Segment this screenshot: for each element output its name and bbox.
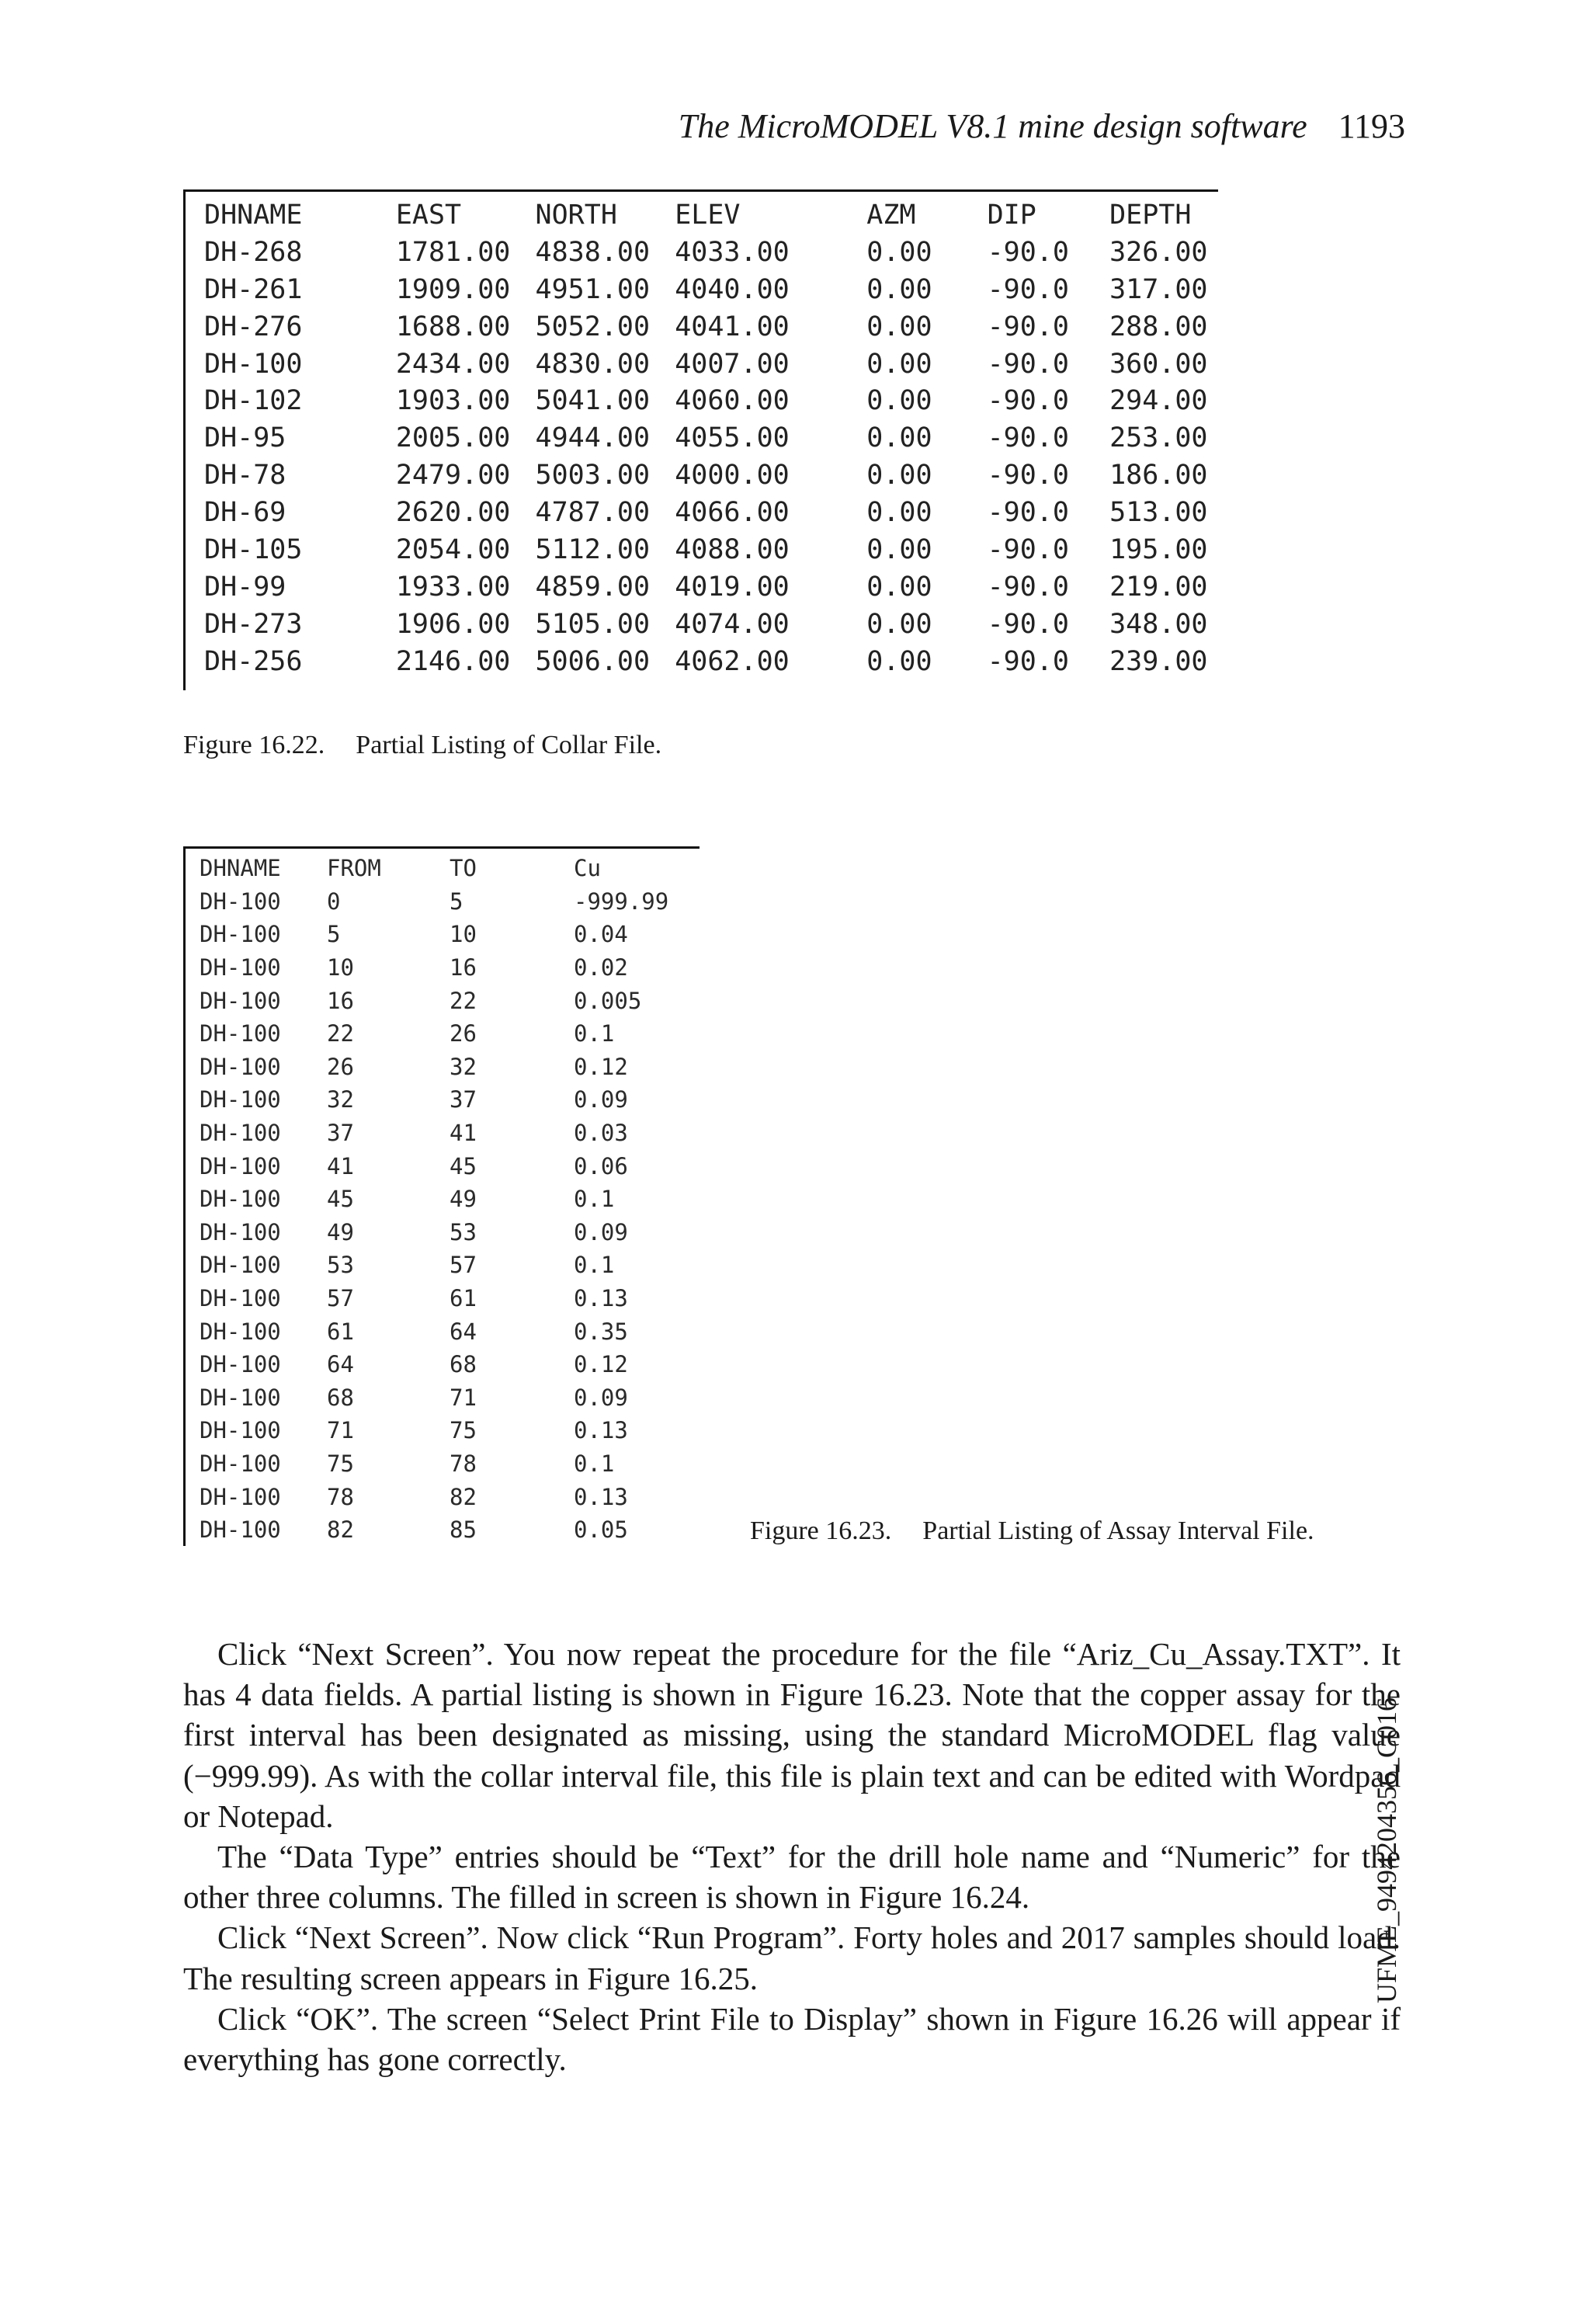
table-cell: 4060.00 <box>675 385 790 417</box>
column-header: DHNAME <box>204 199 303 231</box>
table-row <box>200 984 698 1017</box>
page-header <box>179 99 1405 154</box>
table-cell: 10 <box>327 954 354 981</box>
table-cell: 0.13 <box>574 1483 628 1510</box>
table-cell: 0.1 <box>574 1450 615 1477</box>
table-cell: 4066.00 <box>675 497 790 529</box>
table-cell: DH-100 <box>200 1450 281 1477</box>
table-cell: 0.00 <box>866 311 932 342</box>
table-cell: DH-273 <box>204 608 303 640</box>
table-header-row <box>204 196 1218 234</box>
table-row <box>204 457 1218 494</box>
table-cell: -90.0 <box>987 348 1069 380</box>
column-header: DHNAME <box>200 855 281 882</box>
table-cell: DH-100 <box>200 1252 281 1279</box>
table-cell: 1903.00 <box>395 385 511 417</box>
table-cell: 186.00 <box>1109 460 1208 492</box>
collar-table <box>204 196 1218 680</box>
table-cell: DH-100 <box>200 1483 281 1510</box>
table-cell: 1909.00 <box>395 273 511 305</box>
table-row <box>204 643 1218 680</box>
table-cell: 0.1 <box>574 1252 615 1279</box>
table-cell: DH-276 <box>204 311 303 342</box>
table-cell: 5 <box>450 888 463 915</box>
table-row <box>200 1315 698 1348</box>
body-text <box>183 1634 1401 2079</box>
table-cell: 85 <box>450 1516 477 1544</box>
table-cell: -999.99 <box>574 888 669 915</box>
table-cell: 0.1 <box>574 1186 615 1213</box>
table-cell: 0.005 <box>574 987 642 1014</box>
table-row <box>200 1051 698 1084</box>
table-cell: 0.13 <box>574 1417 628 1444</box>
table-cell: DH-100 <box>200 1318 281 1345</box>
table-cell: 0.12 <box>574 1351 628 1378</box>
table-cell: 4007.00 <box>675 348 790 380</box>
table-cell: 5 <box>327 921 341 948</box>
table-cell: DH-100 <box>200 1516 281 1544</box>
table-cell: -90.0 <box>987 608 1069 640</box>
table-cell: 61 <box>327 1318 354 1345</box>
table-cell: 4951.00 <box>535 273 651 305</box>
table-cell: 0.00 <box>866 422 932 454</box>
table-cell: 0.06 <box>574 1152 628 1179</box>
table-cell: 0.00 <box>866 273 932 305</box>
column-header: DEPTH <box>1109 199 1192 231</box>
table-cell: 53 <box>450 1218 477 1245</box>
figure-caption-text: Partial Listing of Assay Interval File. <box>922 1516 1314 1545</box>
table-cell: -90.0 <box>987 311 1069 342</box>
table-cell: -90.0 <box>987 497 1069 529</box>
table-cell: DH-100 <box>200 1053 281 1080</box>
table-cell: 57 <box>450 1252 477 1279</box>
paragraph: Click “OK”. The screen “Select Print File to Display” shown in Figure 16.26 will appear if everything has gone correctly. <box>183 2000 1401 2078</box>
table-cell: 5052.00 <box>535 311 651 342</box>
table-cell: 49 <box>327 1218 354 1245</box>
table-cell: 64 <box>450 1318 477 1345</box>
table-row <box>200 1414 698 1447</box>
table-cell: 26 <box>450 1020 477 1047</box>
table-cell: 0.00 <box>866 385 932 417</box>
table-cell: 4019.00 <box>675 571 790 603</box>
column-header: AZM <box>866 199 916 231</box>
table-row <box>204 531 1218 568</box>
table-cell: DH-100 <box>200 1417 281 1444</box>
table-cell: 78 <box>450 1450 477 1477</box>
table-cell: 1688.00 <box>395 311 511 342</box>
table-cell: 0.00 <box>866 645 932 677</box>
table-cell: 5003.00 <box>535 460 651 492</box>
running-title: The MicroMODEL V8.1 mine design software <box>678 107 1307 145</box>
table-cell: 37 <box>327 1120 354 1147</box>
table-cell: 348.00 <box>1109 608 1208 640</box>
table-cell: DH-95 <box>204 422 286 454</box>
table-row <box>204 568 1218 606</box>
paragraph: The “Data Type” entries should be “Text” for the drill hole name and “Numeric” for the other three columns. The filled in screen is shown in Figure 16.24. <box>183 1839 1401 1916</box>
table-cell: DH-100 <box>200 1020 281 1047</box>
table-cell: 195.00 <box>1109 533 1208 565</box>
table-cell: 61 <box>450 1285 477 1312</box>
table-cell: 10 <box>450 921 477 948</box>
table-cell: 22 <box>450 987 477 1014</box>
table-row <box>200 918 698 951</box>
figure-caption-text: Partial Listing of Collar File. <box>356 731 662 759</box>
table-cell: DH-69 <box>204 497 286 529</box>
table-cell: DH-100 <box>200 954 281 981</box>
table-cell: -90.0 <box>987 460 1069 492</box>
table-cell: DH-256 <box>204 645 303 677</box>
table-row <box>204 382 1218 419</box>
table-cell: 71 <box>450 1384 477 1411</box>
table-cell: 1781.00 <box>395 236 511 268</box>
table-cell: DH-100 <box>200 1285 281 1312</box>
table-cell: 0.03 <box>574 1120 628 1147</box>
table-row <box>200 1282 698 1315</box>
table-cell: DH-105 <box>204 533 303 565</box>
table-cell: DH-100 <box>200 1384 281 1411</box>
table-cell: 2479.00 <box>395 460 511 492</box>
table-cell: 5112.00 <box>535 533 651 565</box>
table-cell: 0.00 <box>866 236 932 268</box>
table-cell: 0.00 <box>866 608 932 640</box>
table-header-row <box>200 852 698 885</box>
table-cell: 317.00 <box>1109 273 1208 305</box>
table-cell: 2054.00 <box>395 533 511 565</box>
table-cell: 16 <box>450 954 477 981</box>
table-cell: DH-100 <box>200 1120 281 1147</box>
paragraph: Click “Next Screen”. You now repeat the procedure for the file “Ariz_Cu_Assay.TXT”. It has 4 data fields. A partial listing is shown in Figure 16.23. Note that the copper assay for the first interval has been designated as missing, using the standard MicroMODEL flag value (−999.99). As with the collar interval file, this file is plain text and can be edited with Wordpad or Notepad. <box>183 1636 1401 1834</box>
table-cell: DH-100 <box>200 1186 281 1213</box>
table-cell: 26 <box>327 1053 354 1080</box>
table-cell: 0.04 <box>574 921 628 948</box>
table-cell: 4074.00 <box>675 608 790 640</box>
column-header: TO <box>450 855 477 882</box>
table-cell: 78 <box>327 1483 354 1510</box>
table-cell: 4088.00 <box>675 533 790 565</box>
table-row <box>200 1381 698 1415</box>
table-cell: 294.00 <box>1109 385 1208 417</box>
table-cell: 37 <box>450 1086 477 1113</box>
table-cell: 4033.00 <box>675 236 790 268</box>
table-cell: 2434.00 <box>395 348 511 380</box>
table-cell: DH-261 <box>204 273 303 305</box>
table-cell: 5006.00 <box>535 645 651 677</box>
table-cell: 75 <box>327 1450 354 1477</box>
table-cell: 45 <box>450 1152 477 1179</box>
table-cell: DH-100 <box>200 1152 281 1179</box>
table-cell: 513.00 <box>1109 497 1208 529</box>
table-row <box>200 1183 698 1216</box>
table-cell: 0.00 <box>866 571 932 603</box>
table-cell: 5041.00 <box>535 385 651 417</box>
table-cell: DH-78 <box>204 460 286 492</box>
table-cell: DH-99 <box>204 571 286 603</box>
side-identifier-text: UFME_9494204356_C016 <box>1371 1697 1402 2003</box>
table-cell: 4859.00 <box>535 571 651 603</box>
table-cell: 41 <box>450 1120 477 1147</box>
table-cell: -90.0 <box>987 422 1069 454</box>
table-cell: DH-100 <box>200 1086 281 1113</box>
assay-interval-file-listing <box>183 846 700 1546</box>
table-cell: 360.00 <box>1109 348 1208 380</box>
figure-16-23-caption <box>750 1514 1314 1548</box>
table-row <box>204 346 1218 383</box>
table-row <box>200 1513 698 1547</box>
table-cell: 5105.00 <box>535 608 651 640</box>
table-cell: -90.0 <box>987 571 1069 603</box>
table-cell: 239.00 <box>1109 645 1208 677</box>
table-cell: 53 <box>327 1252 354 1279</box>
table-cell: 0.00 <box>866 533 932 565</box>
table-cell: -90.0 <box>987 273 1069 305</box>
table-cell: 2005.00 <box>395 422 511 454</box>
table-cell: DH-100 <box>200 921 281 948</box>
table-cell: DH-102 <box>204 385 303 417</box>
table-cell: DH-268 <box>204 236 303 268</box>
table-cell: 0.12 <box>574 1053 628 1080</box>
table-cell: 219.00 <box>1109 571 1208 603</box>
table-row <box>200 1480 698 1513</box>
table-cell: 4787.00 <box>535 497 651 529</box>
collar-file-listing <box>183 189 1218 690</box>
table-row <box>204 494 1218 531</box>
table-cell: 4062.00 <box>675 645 790 677</box>
table-row <box>204 419 1218 457</box>
table-row <box>200 1117 698 1150</box>
column-header: DIP <box>987 199 1036 231</box>
table-cell: 0.00 <box>866 348 932 380</box>
column-header: Cu <box>574 855 601 882</box>
table-row <box>200 1348 698 1381</box>
table-row <box>200 1249 698 1282</box>
table-cell: 4041.00 <box>675 311 790 342</box>
table-cell: 22 <box>327 1020 354 1047</box>
assay-table <box>200 852 698 1546</box>
table-cell: 1906.00 <box>395 608 511 640</box>
table-cell: 0.00 <box>866 497 932 529</box>
table-cell: DH-100 <box>200 1218 281 1245</box>
table-cell: 4040.00 <box>675 273 790 305</box>
table-cell: 32 <box>450 1053 477 1080</box>
table-cell: 1933.00 <box>395 571 511 603</box>
column-header: NORTH <box>535 199 617 231</box>
table-cell: 253.00 <box>1109 422 1208 454</box>
table-cell: 82 <box>327 1516 354 1544</box>
table-row <box>204 606 1218 643</box>
table-row <box>200 1017 698 1051</box>
table-cell: 45 <box>327 1186 354 1213</box>
table-cell: 82 <box>450 1483 477 1510</box>
table-cell: DH-100 <box>204 348 303 380</box>
table-row <box>200 1149 698 1183</box>
column-header: ELEV <box>675 199 741 231</box>
table-cell: 16 <box>327 987 354 1014</box>
table-cell: 0.35 <box>574 1318 628 1345</box>
table-cell: -90.0 <box>987 236 1069 268</box>
table-cell: 0.09 <box>574 1218 628 1245</box>
table-row <box>200 1216 698 1249</box>
table-row <box>200 1083 698 1117</box>
table-cell: 0.05 <box>574 1516 628 1544</box>
table-cell: 4000.00 <box>675 460 790 492</box>
page-number: 1193 <box>1338 107 1405 145</box>
paragraph: Click “Next Screen”. Now click “Run Program”. Forty holes and 2017 samples should load. The resulting screen appears in Figure 16.25. <box>183 1919 1401 1996</box>
table-cell: 4838.00 <box>535 236 651 268</box>
table-cell: 32 <box>327 1086 354 1113</box>
table-cell: -90.0 <box>987 533 1069 565</box>
table-cell: 4055.00 <box>675 422 790 454</box>
column-header: FROM <box>327 855 381 882</box>
table-cell: -90.0 <box>987 645 1069 677</box>
table-row <box>200 885 698 919</box>
table-cell: 0.1 <box>574 1020 615 1047</box>
table-cell: 288.00 <box>1109 311 1208 342</box>
table-cell: 41 <box>327 1152 354 1179</box>
column-header: EAST <box>395 199 462 231</box>
table-cell: 0.13 <box>574 1285 628 1312</box>
table-cell: 4830.00 <box>535 348 651 380</box>
table-cell: 68 <box>450 1351 477 1378</box>
table-row <box>200 951 698 985</box>
table-cell: DH-100 <box>200 1351 281 1378</box>
table-cell: 75 <box>450 1417 477 1444</box>
table-cell: 49 <box>450 1186 477 1213</box>
table-cell: DH-100 <box>200 987 281 1014</box>
table-cell: 57 <box>327 1285 354 1312</box>
figure-label: Figure 16.22. <box>183 731 325 759</box>
table-cell: 64 <box>327 1351 354 1378</box>
table-cell: 0.09 <box>574 1384 628 1411</box>
table-row <box>200 1447 698 1481</box>
table-cell: -90.0 <box>987 385 1069 417</box>
table-row <box>204 308 1218 346</box>
table-cell: 71 <box>327 1417 354 1444</box>
table-cell: DH-100 <box>200 888 281 915</box>
table-cell: 2146.00 <box>395 645 511 677</box>
figure-label: Figure 16.23. <box>750 1516 892 1545</box>
table-row <box>204 234 1218 271</box>
table-cell: 0.00 <box>866 460 932 492</box>
table-cell: 326.00 <box>1109 236 1208 268</box>
table-cell: 2620.00 <box>395 497 511 529</box>
table-cell: 68 <box>327 1384 354 1411</box>
table-cell: 0.09 <box>574 1086 628 1113</box>
table-cell: 0 <box>327 888 341 915</box>
table-row <box>204 271 1218 308</box>
table-cell: 4944.00 <box>535 422 651 454</box>
table-cell: 0.02 <box>574 954 628 981</box>
figure-16-22-caption <box>183 728 661 763</box>
